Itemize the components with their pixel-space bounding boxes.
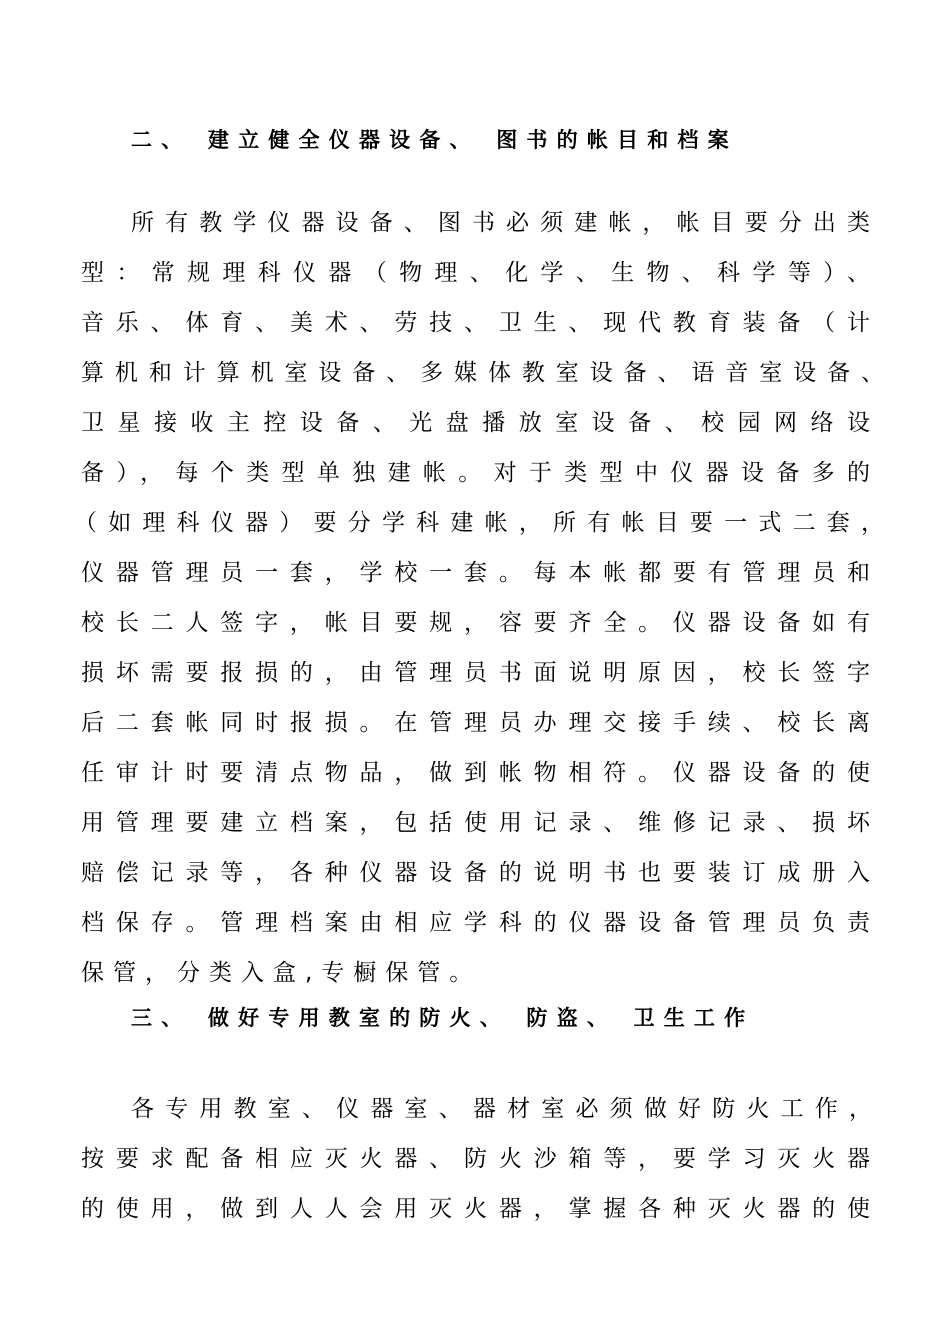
paragraph-line: 用管理要建立档案，包括使用记录、维修记录、损坏: [81, 810, 870, 836]
paragraph-line: 任审计时要清点物品，做到帐物相符。仪器设备的使: [81, 760, 870, 786]
paragraph-line: 保管，分类入盒,专橱保管。: [81, 960, 482, 986]
section-heading-3: 三、 做好专用教室的防火、 防盗、 卫生工作: [131, 1006, 755, 1030]
paragraph-line: 卫星接收主控设备、光盘播放室设备、校园网络设: [81, 410, 870, 436]
paragraph-line: 后二套帐同时报损。在管理员办理交接手续、校长离: [81, 710, 870, 736]
paragraph-line: 算机和计算机室设备、多媒体教室设备、语音室设备、: [81, 360, 884, 386]
paragraph-line: 所有教学仪器设备、图书必须建帐，帐目要分出类: [131, 210, 870, 236]
paragraph-line: 仪器管理员一套，学校一套。每本帐都要有管理员和: [81, 560, 870, 586]
paragraph-line: 音乐、体育、美术、劳技、卫生、现代教育装备（计: [81, 310, 870, 336]
paragraph-line: 赔偿记录等，各种仪器设备的说明书也要装订成册入: [81, 860, 870, 886]
paragraph-line: 档保存。管理档案由相应学科的仪器设备管理员负责: [81, 910, 870, 936]
paragraph-line: 的使用，做到人人会用灭火器，掌握各种灭火器的使: [81, 1196, 870, 1222]
paragraph-line: 校长二人签字，帐目要规，容要齐全。仪器设备如有: [81, 610, 870, 636]
section-heading-2: 二、 建立健全仪器设备、 图书的帐目和档案: [131, 128, 738, 152]
paragraph-line: 型：常规理科仪器（物理、化学、生物、科学等）、: [81, 260, 870, 286]
paragraph-line: 各专用教室、仪器室、器材室必须做好防火工作，: [131, 1096, 872, 1122]
paragraph-line: 按要求配备相应灭火器、防火沙箱等，要学习灭火器: [81, 1146, 870, 1172]
paragraph-line: 备），每个类型单独建帐。对于类型中仪器设备多的: [81, 460, 870, 486]
paragraph-line: （如理科仪器）要分学科建帐，所有帐目要一式二套，: [74, 510, 884, 536]
paragraph-line: 损坏需要报损的，由管理员书面说明原因，校长签字: [81, 660, 870, 686]
